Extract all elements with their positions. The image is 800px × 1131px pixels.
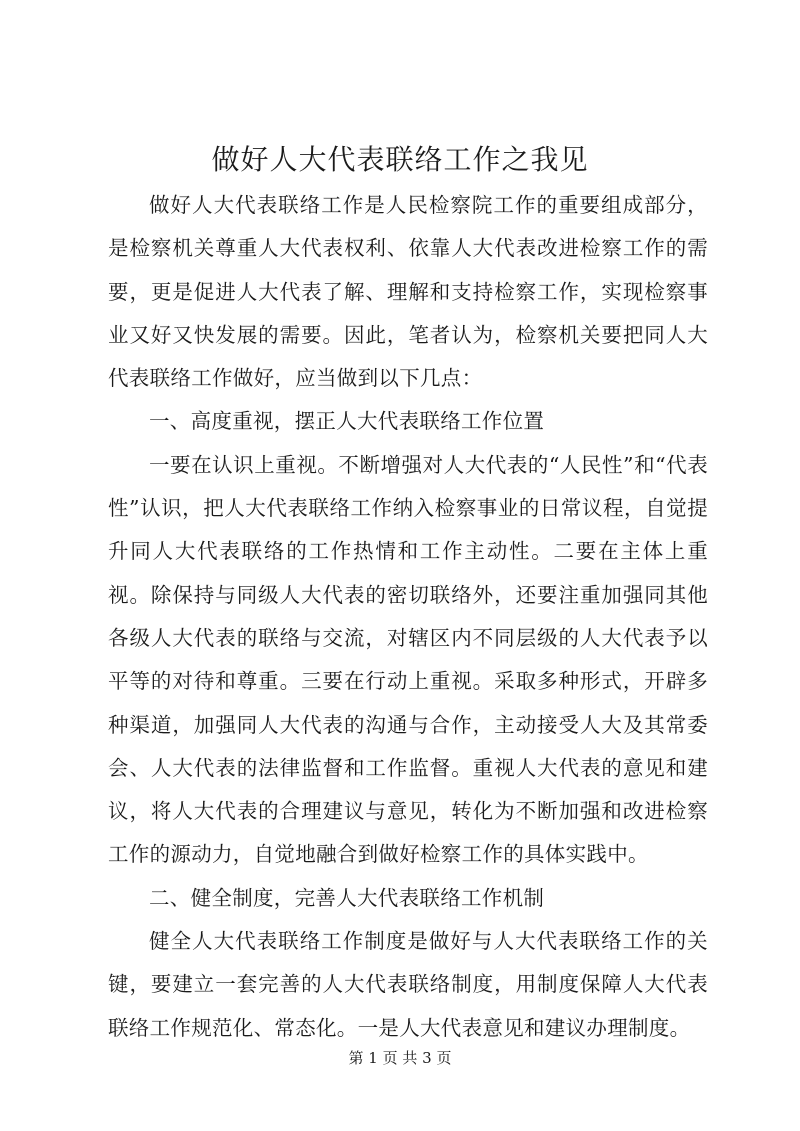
section-heading-1: 一、高度重视，摆正人大代表联络工作位置 — [149, 409, 545, 434]
intro-paragraph: 做好人大代表联络工作是人民检察院工作的重要组成部分，是检察机关尊重人大代表权利、依靠人大代表改进检察工作的需要，更是促进人大代表了解、理解和支持检察工作，实现检察事业又好又快发展的需要。因此，笔者认为，检察机关要把同人大代表联络工作做好，应当做到以下几点： — [108, 193, 708, 391]
document-body — [108, 184, 708, 1050]
page-footer: 第 1 页 共 3 页 — [348, 1049, 452, 1067]
section-heading-2: 二、健全制度，完善人大代表联络工作机制 — [149, 885, 545, 910]
section-1-paragraph: 一要在认识上重视。不断增强对人大代表的“人民性”和“代表性”认识，把人大代表联络工作纳入检察事业的日常议程，自觉提升同人大代表联络的工作热情和工作主动性。二要在主体上重视。除保持与同级人大代表的密切联络外，还要注重加强同其他各级人大代表的联络与交流，对辖区内不同层级的人大代表予以平等的对待和尊重。三要在行动上重视。采取多种形式，开辟多种渠道，加强同人大代表的沟通与合作，主动接受人大及其常委会、人大代表的法律监督和工作监督。重视人大代表的意见和建议，将人大代表的合理建议与意见，转化为不断加强和改进检察工作的源动力，自觉地融合到做好检察工作的具体实践中。 — [108, 452, 708, 867]
document-title: 做好人大代表联络工作之我见 — [211, 143, 589, 176]
section-2-paragraph: 健全人大代表联络工作制度是做好与人大代表联络工作的关键，要建立一套完善的人大代表联络制度，用制度保障人大代表联络工作规范化、常态化。一是人大代表意见和建议办理制度。 — [108, 929, 708, 1040]
